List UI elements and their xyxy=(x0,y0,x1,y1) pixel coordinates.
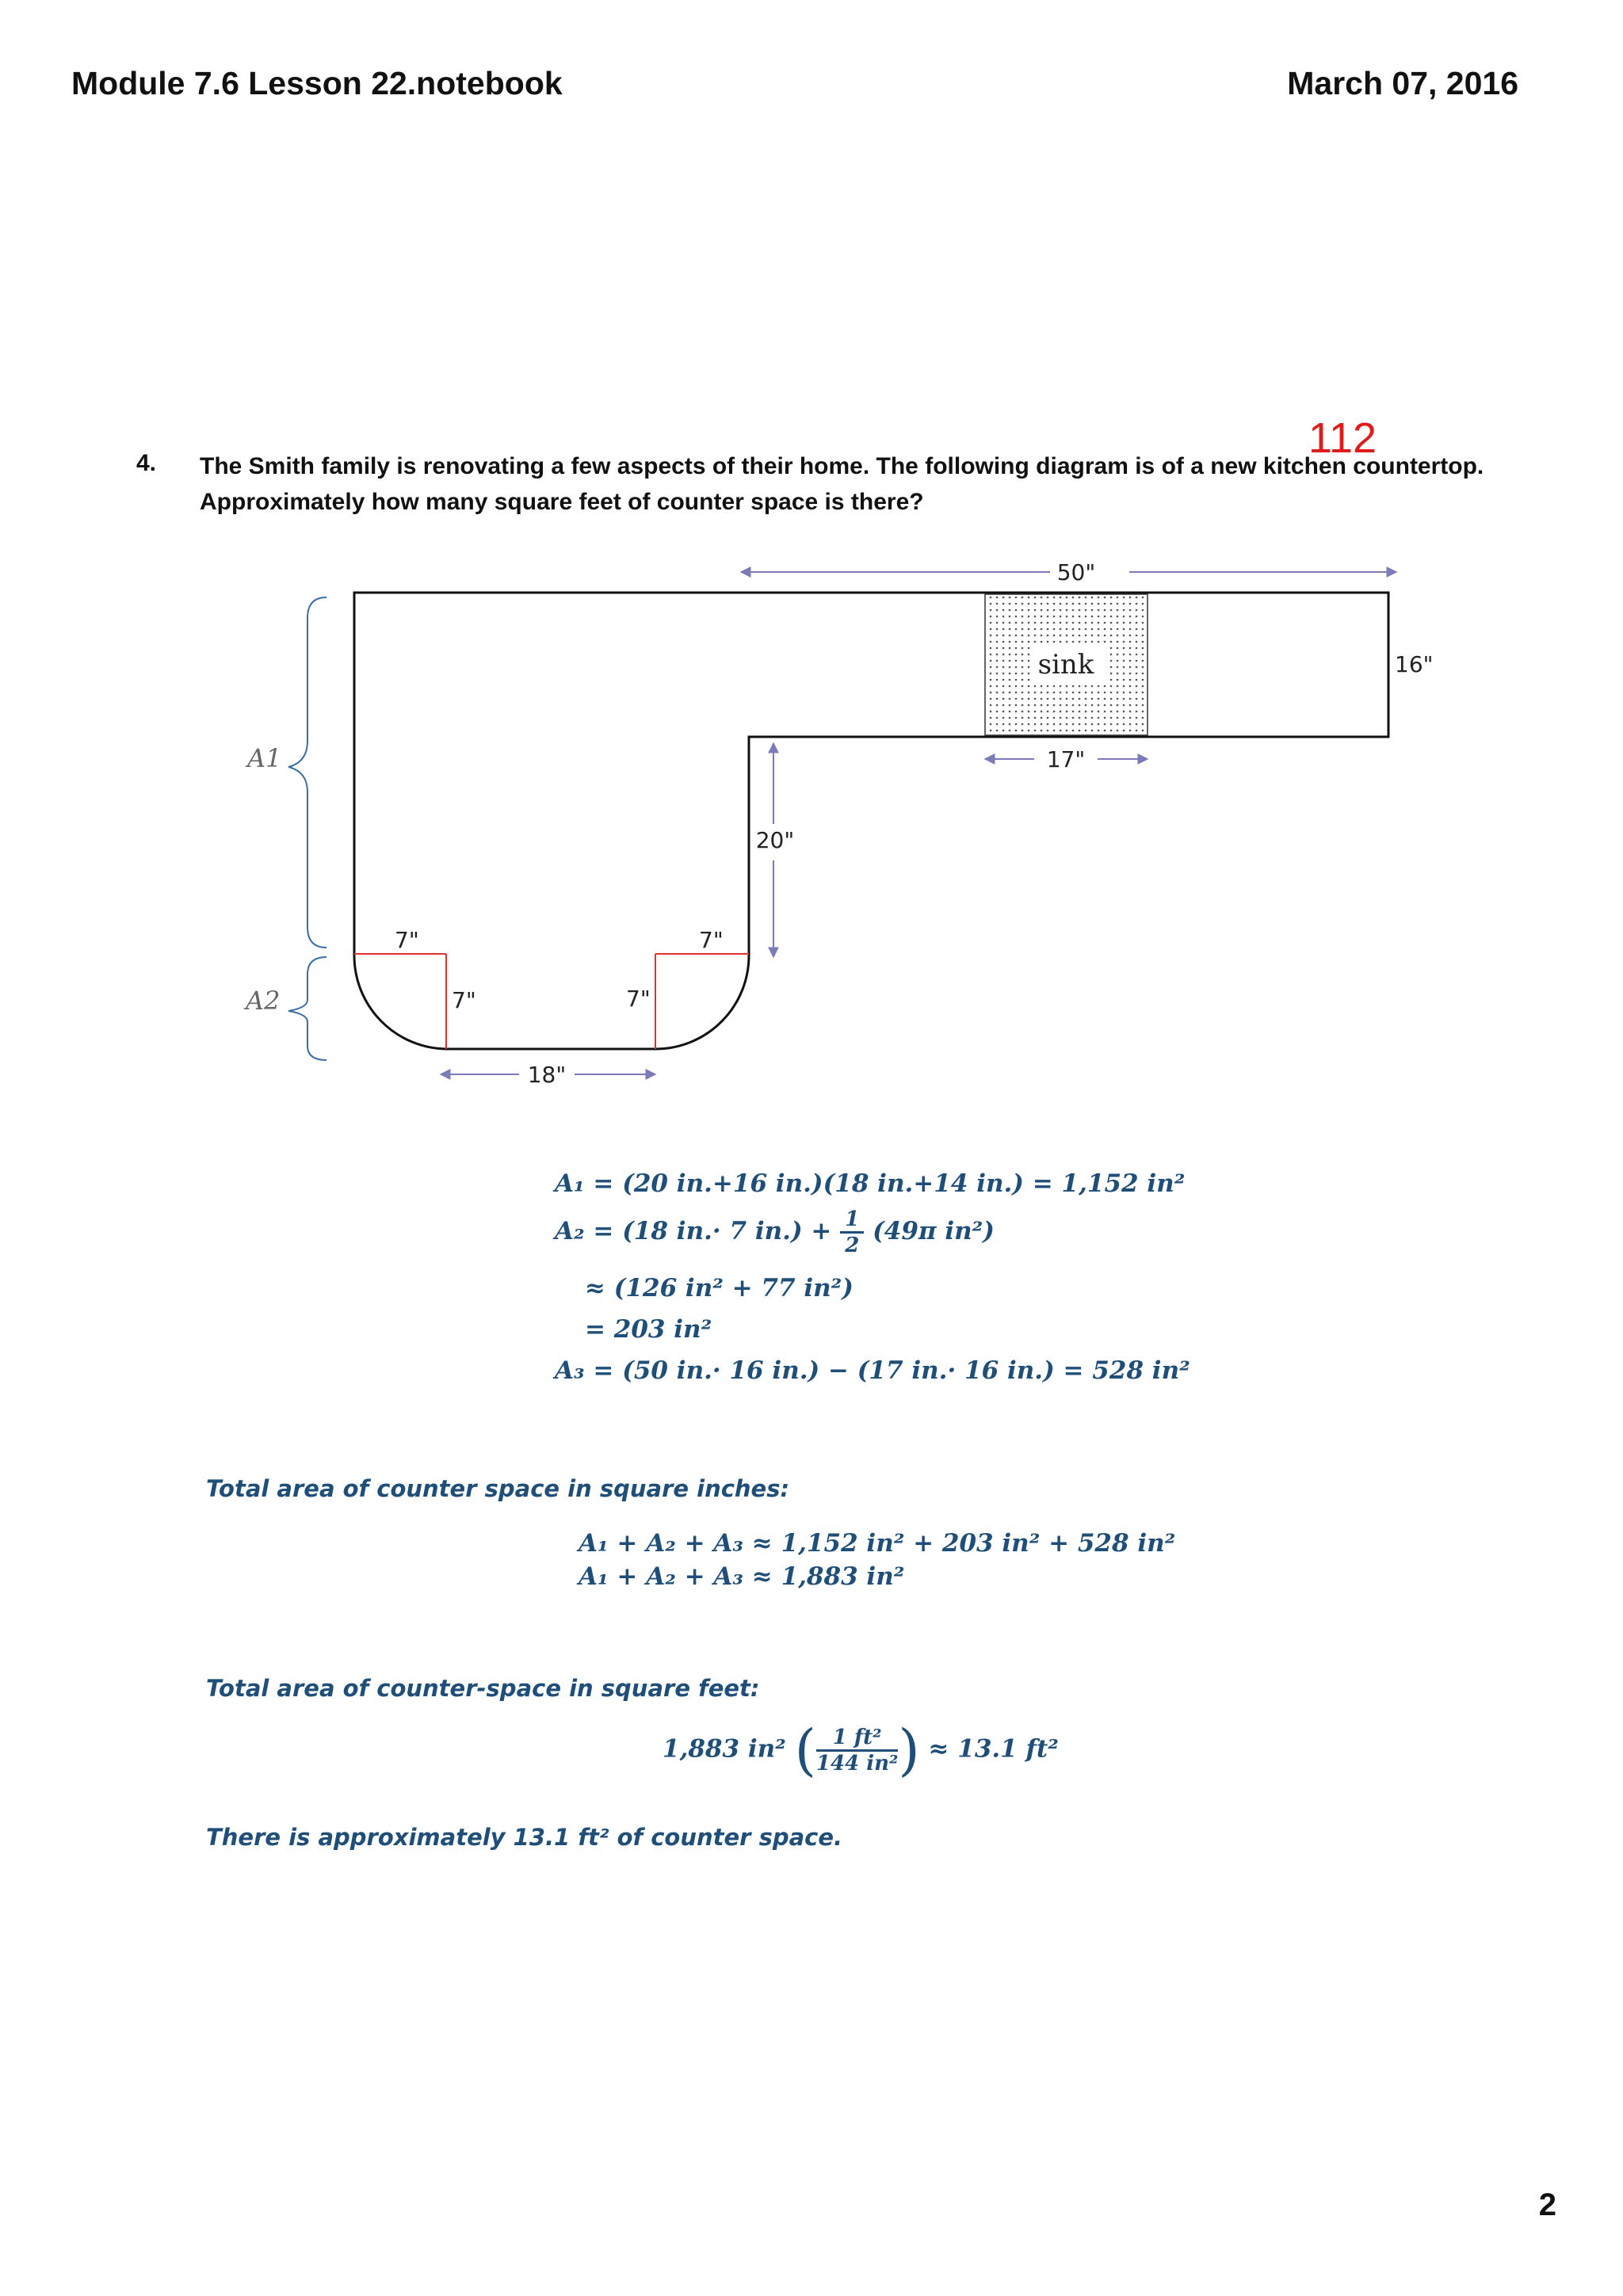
a1-equation: A₁ = (20 in.+16 in.)(18 in.+14 in.) = 1,152 in² xyxy=(555,1169,1186,1198)
a2-label: A2 xyxy=(246,986,281,1016)
a2-frac-den: 2 xyxy=(845,1234,860,1257)
dim-7-left-side: 7" xyxy=(452,987,476,1013)
sink-label: sink xyxy=(1037,649,1094,681)
conv-right: ≈ 13.1 ft² xyxy=(928,1734,1059,1764)
dim-7-right-top: 7" xyxy=(699,927,724,953)
a1-label: A1 xyxy=(247,743,282,773)
question-number: 4. xyxy=(136,450,157,476)
conv-den: 144 in² xyxy=(815,1751,899,1775)
handwritten-annotation: 112 xyxy=(1308,414,1377,462)
countertop-diagram xyxy=(0,0,1623,1109)
page-number: 2 xyxy=(1538,2187,1556,2222)
total-inches-line1: A₁ + A₂ + A₃ ≈ 1,152 in² + 203 in² + 528 in² xyxy=(579,1529,1176,1558)
conversion-equation: 1,883 in² ( $\frac{\text{1 ft²}}{\text{144 in²}}$ ) ≈ 13.1 ft² xyxy=(663,1718,1059,1783)
dim-18: 18" xyxy=(527,1062,567,1088)
conv-num: 1 ft² xyxy=(816,1726,899,1752)
countertop-outline xyxy=(354,593,1388,1049)
a2-right: (49π in²) xyxy=(873,1217,995,1245)
dim-17: 17" xyxy=(1046,746,1086,772)
dim-7-left-top: 7" xyxy=(395,927,419,953)
total-feet-label: Total area of counter-space in square feet: xyxy=(206,1675,760,1702)
total-inches-label: Total area of counter space in square inches: xyxy=(206,1475,790,1502)
a2-equation xyxy=(555,1207,995,1257)
conv-left: 1,883 in² xyxy=(663,1734,786,1764)
total-inches-line2: A₁ + A₂ + A₃ ≈ 1,883 in² xyxy=(579,1562,905,1591)
conv-fraction xyxy=(816,1726,899,1775)
a2-line2: ≈ (126 in² + 77 in²) xyxy=(585,1274,854,1302)
document-title: Module 7.6 Lesson 22.notebook xyxy=(71,65,563,101)
a2-left: A₂ = (18 in.· 7 in.) + xyxy=(555,1217,832,1245)
question-text: The Smith family is renovating a few aspects of their home. The following diagram is of a new kitchen countertop. Approximately how many square feet of counter space is there? xyxy=(200,453,1484,515)
dim-7-right-side: 7" xyxy=(626,986,651,1012)
dim-16: 16" xyxy=(1395,651,1434,677)
a2-line3: = 203 in² xyxy=(585,1315,712,1344)
dim-20: 20" xyxy=(755,827,795,853)
document-date: March 07, 2016 xyxy=(1287,65,1518,101)
conclusion: There is approximately 13.1 ft² of counter space. xyxy=(206,1824,843,1851)
dim-50: 50" xyxy=(1056,559,1096,585)
a2-fraction xyxy=(840,1207,864,1257)
a3-equation: A₃ = (50 in.· 16 in.) − (17 in.· 16 in.) = 528 in² xyxy=(555,1356,1190,1385)
a2-frac-num: 1 xyxy=(840,1207,864,1234)
